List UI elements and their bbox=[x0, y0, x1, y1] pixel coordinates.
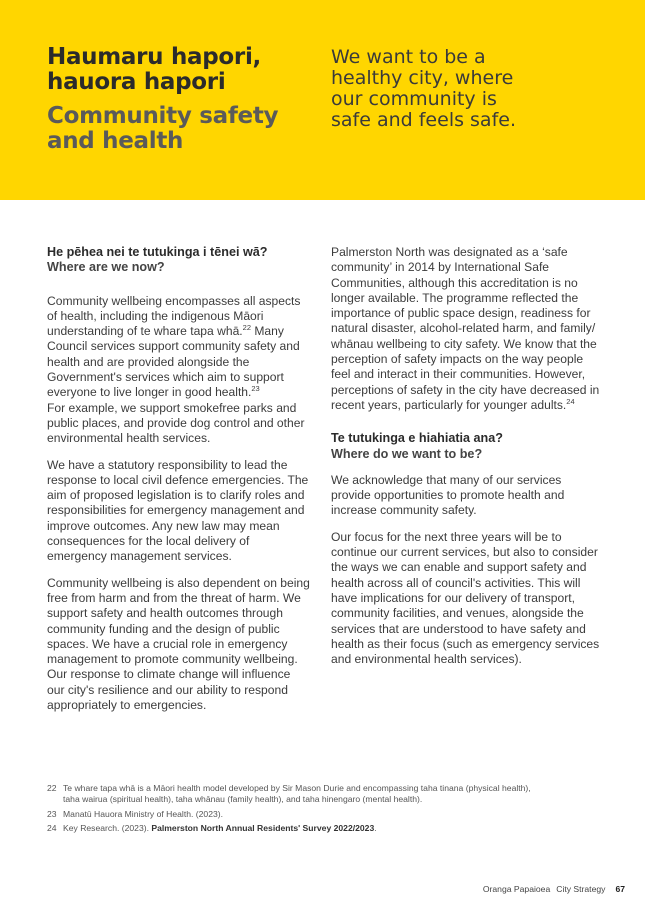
footnote-ref[interactable]: 23 bbox=[251, 384, 260, 394]
section-heading-where-now: He pēhea nei te tutukinga i tēnei wā? Where are we now? bbox=[47, 245, 268, 275]
title-english: Community safety and health bbox=[47, 103, 279, 154]
footnotes bbox=[47, 783, 547, 838]
section-heading-where-to-be: Te tutukinga e hiahiatia ana? Where do we want to be? bbox=[331, 431, 503, 461]
paragraph: Palmerston North was designated as a ‘safe community’ in 2014 by International Safe Communities, although this accreditation is no longer available. The programme reflected the importance of public space design, readiness for natural disaster, alcohol-related harm, and family/ whānau wellbeing to city safety. We know that the perception of safety impacts on the way people feel and interact in their communities. However, perceptions of safety in the city have decreased in recent years, particularly for younger adults.$^{24}$ bbox=[331, 245, 600, 412]
footnote: 22 Te whare tapa whā is a Māori health model developed by Sir Mason Durie and encompassing taha tinana (physical health), taha wairua (spiritual health), taha whānau (family health), and taha hinengaro (mental health). bbox=[47, 783, 531, 804]
page-title bbox=[47, 45, 307, 154]
section-name: City Strategy bbox=[556, 884, 606, 894]
paragraph: We have a statutory responsibility to lead the response to local civil defence emergencies. The aim of proposed legislation is to clarify roles and responsibilities for emergency management and improve outcomes. Any new law may mean consequences for the local delivery of emergency management services. bbox=[47, 457, 309, 564]
title-maori: Haumaru hapori, hauora hapori bbox=[47, 44, 261, 95]
right-column bbox=[331, 245, 601, 667]
vision-statement: We want to be a healthy city, where our community is safe and feels safe. bbox=[331, 46, 516, 131]
paragraph: Community wellbeing encompasses all aspects of health, including the indigenous Māori understanding of te whare tapa whā.$^{22}$ Many Council services support community safety and health and are provided alongside the Government's services which aim to support everyone to live longer in good health.$^{23}$ For example, we support smokefree parks and public places, and provide dog control and other environmental health services. bbox=[47, 293, 305, 446]
page-footer bbox=[483, 884, 625, 894]
publication-name: Oranga Papaioea bbox=[482, 884, 551, 894]
paragraph: We acknowledge that many of our services provide opportunities to promote health and increase community safety. bbox=[331, 472, 565, 518]
left-column bbox=[47, 245, 311, 713]
footnote-ref[interactable]: 24 bbox=[566, 396, 575, 406]
footnote: 24 Key Research. (2023). Palmerston North Annual Residents' Survey 2022/2023. bbox=[47, 823, 377, 834]
page-number: 67 bbox=[615, 884, 625, 894]
footnote-ref[interactable]: 22 bbox=[242, 323, 251, 333]
footnote: 23 Manatū Hauora Ministry of Health. (2023). bbox=[47, 808, 224, 819]
paragraph: Community wellbeing is also dependent on being free from harm and from the threat of harm. We support safety and health outcomes through community funding and the design of public spaces. We have a crucial role in emergency management to promote community wellbeing. Our response to climate change will influence our city's resilience and our ability to respond appropriately to emergencies. bbox=[47, 575, 310, 713]
paragraph: Our focus for the next three years will be to continue our current services, but also to consider the ways we can enable and support safety and health across all of council's activities. This will have implications for our delivery of transport, community facilities, and venues, alongside the services that are understood to have safety and health as their focus (such as emergency services and environmental health services). bbox=[331, 529, 600, 667]
